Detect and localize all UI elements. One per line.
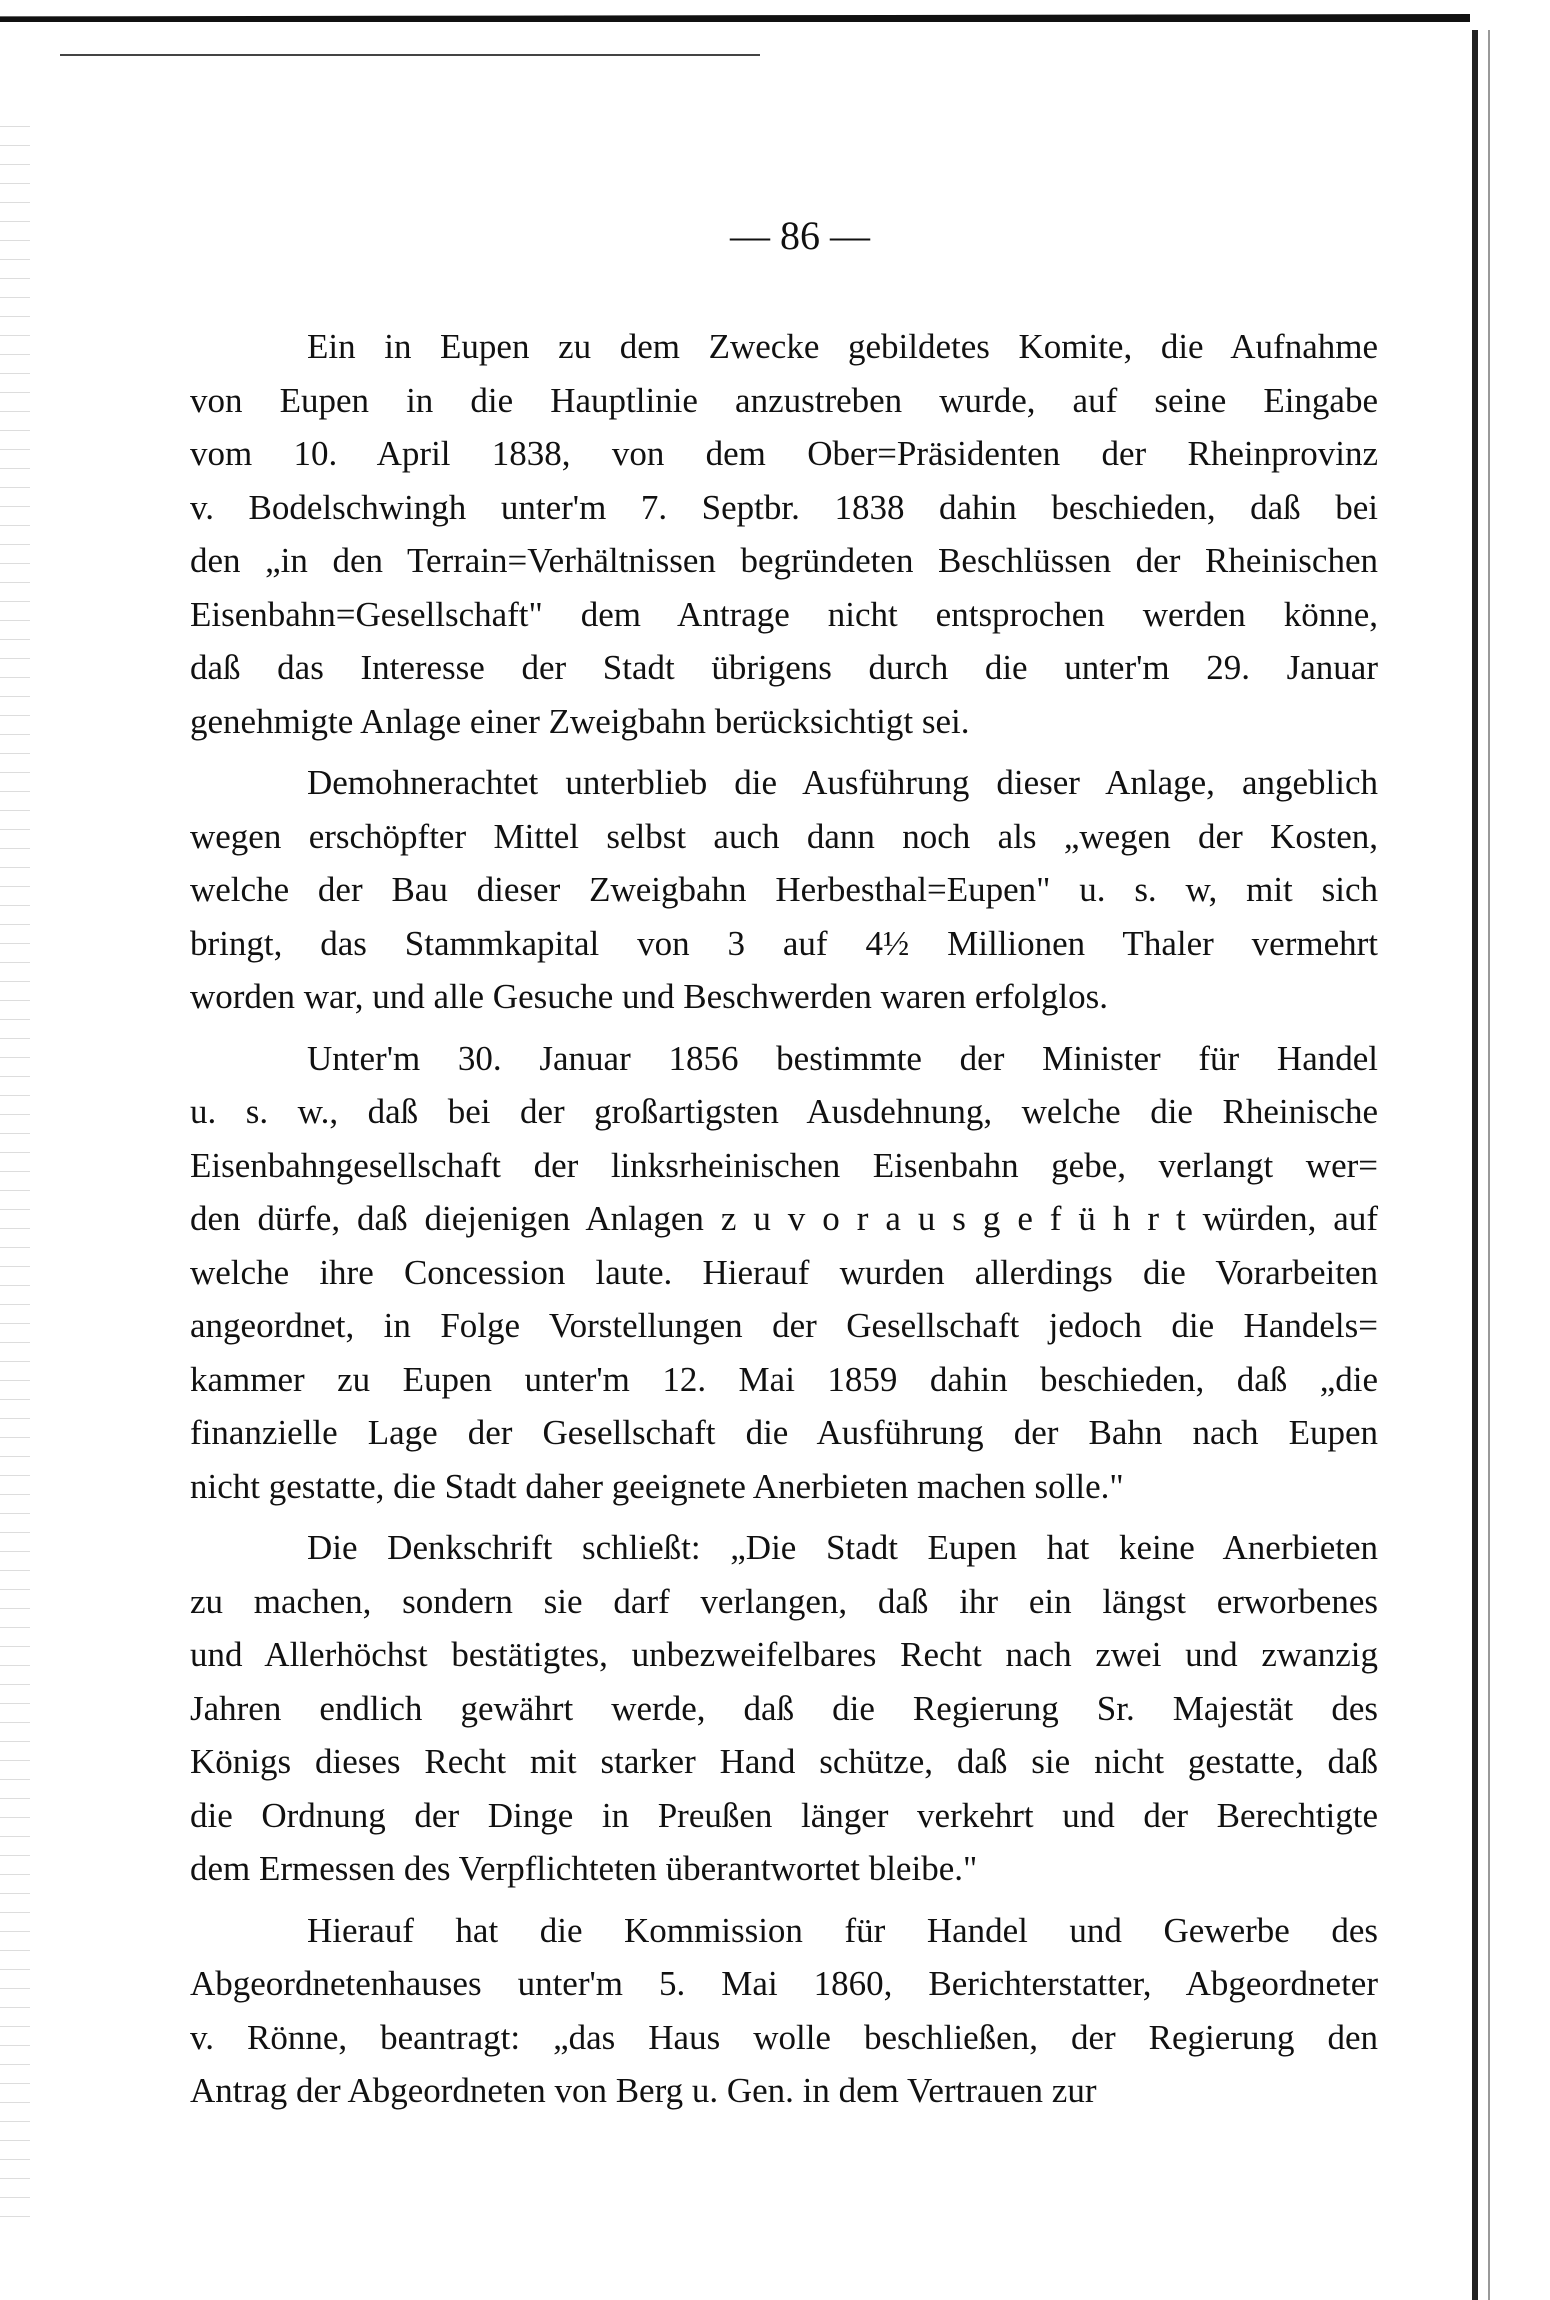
text-line: Jahren endlich gewährt werde, daß die Regierung Sr. Majestät des xyxy=(190,1688,1378,1728)
text-line: Abgeordnetenhauses unter'm 5. Mai 1860, Berichterstatter, Abgeordneter xyxy=(190,1964,1378,2003)
paragraph xyxy=(190,1904,1378,2118)
text-line: welche der Bau dieser Zweigbahn Herbesthal=Eupen" u. s. w, mit sich xyxy=(190,870,1378,909)
text-line: und Allerhöchst bestätigtes, unbezweifelbares Recht nach zwei und zwanzig xyxy=(190,1635,1378,1674)
text-line: wegen erschöpfter Mittel selbst auch dann noch als „wegen der Kosten, xyxy=(190,816,1378,856)
top-border-rule-thin xyxy=(60,54,760,56)
text-line: Demohnerachtet unterblieb die Ausführung dieser Anlage, angeblich xyxy=(307,763,1378,802)
text-line: den dürfe, daß diejenigen Anlagen z u v o r a u s g e f ü h r t würden, auf xyxy=(190,1199,1378,1238)
top-border-rule xyxy=(0,14,1470,22)
text-line: Königs dieses Recht mit starker Hand schütze, daß sie nicht gestatte, daß xyxy=(190,1742,1378,1781)
text-line: von Eupen in die Hauptlinie anzustreben wurde, auf seine Eingabe xyxy=(190,380,1378,420)
text-line: die Ordnung der Dinge in Preußen länger verkehrt und der Berechtigte xyxy=(190,1795,1378,1835)
text-line: bringt, das Stammkapital von 3 auf 4½ Millionen Thaler vermehrt xyxy=(190,923,1378,963)
text-line: Antrag der Abgeordneten von Berg u. Gen. in dem Vertrauen zur xyxy=(190,2071,1097,2110)
body-text xyxy=(190,320,1378,2126)
text-line: Hierauf hat die Kommission für Handel und Gewerbe des xyxy=(307,1910,1378,1950)
text-line: den „in den Terrain=Verhältnissen begründeten Beschlüssen der Rheinischen xyxy=(190,541,1378,580)
text-line: Die Denkschrift schließt: „Die Stadt Eupen hat keine Anerbieten xyxy=(307,1528,1378,1567)
text-line: Eisenbahn=Gesellschaft" dem Antrage nicht entsprochen werden könne, xyxy=(190,594,1378,634)
page-number: — 86 — xyxy=(730,213,870,258)
text-line: genehmigte Anlage einer Zweigbahn berücksichtigt sei. xyxy=(190,701,970,741)
text-line: worden war, und alle Gesuche und Beschwerden waren erfolglos. xyxy=(190,977,1108,1016)
text-line: v. Rönne, beantragt: „das Haus wolle beschließen, der Regierung den xyxy=(190,2017,1378,2057)
paragraph xyxy=(190,756,1378,1024)
paragraph xyxy=(190,320,1378,748)
page-right-edge-shadow xyxy=(1488,30,1490,2300)
text-line: finanzielle Lage der Gesellschaft die Ausführung der Bahn nach Eupen xyxy=(190,1413,1378,1452)
text-line: dem Ermessen des Verpflichteten überantwortet bleibe." xyxy=(190,1849,978,1888)
paragraph xyxy=(190,1032,1378,1514)
text-line: u. s. w., daß bei der großartigsten Ausdehnung, welche die Rheinische xyxy=(190,1092,1378,1131)
page-right-edge xyxy=(1472,30,1478,2300)
text-line: welche ihre Concession laute. Hierauf wurden allerdings die Vorarbeiten xyxy=(190,1252,1378,1292)
text-line: Unter'm 30. Januar 1856 bestimmte der Minister für Handel xyxy=(307,1038,1378,1078)
text-line: Eisenbahngesellschaft der linksrheinischen Eisenbahn gebe, verlangt wer= xyxy=(190,1145,1378,1185)
text-line: daß das Interesse der Stadt übrigens durch die unter'm 29. Januar xyxy=(190,648,1378,687)
text-line: Ein in Eupen zu dem Zwecke gebildetes Komite, die Aufnahme xyxy=(307,327,1378,366)
text-line: zu machen, sondern sie darf verlangen, daß ihr ein längst erworbenes xyxy=(190,1581,1378,1621)
text-line: nicht gestatte, die Stadt daher geeignete Anerbieten machen solle." xyxy=(190,1466,1124,1506)
binding-edge-speckles xyxy=(0,120,30,2220)
text-line: kammer zu Eupen unter'm 12. Mai 1859 dahin beschieden, daß „die xyxy=(190,1359,1378,1399)
text-line: angeordnet, in Folge Vorstellungen der Gesellschaft jedoch die Handels= xyxy=(190,1306,1378,1345)
paragraph xyxy=(190,1521,1378,1896)
text-line: vom 10. April 1838, von dem Ober=Präsidenten der Rheinprovinz xyxy=(190,434,1378,473)
text-line: v. Bodelschwingh unter'm 7. Septbr. 1838 dahin beschieden, daß bei xyxy=(190,487,1378,527)
